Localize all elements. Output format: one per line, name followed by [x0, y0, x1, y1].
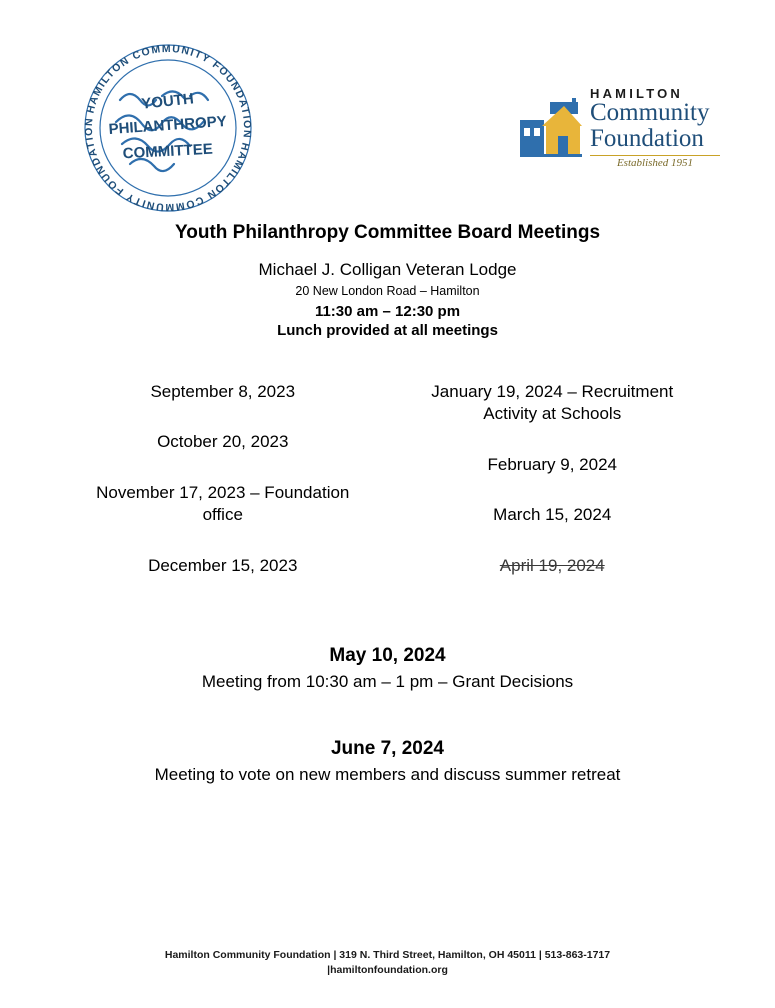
list-item: December 15, 2023	[148, 555, 298, 575]
list-item: February 9, 2024	[487, 454, 617, 474]
list-item: September 8, 2023	[150, 382, 296, 401]
list-item: October 20, 2023	[157, 432, 289, 452]
page-footer	[0, 948, 775, 978]
meeting-time: 11:30 am – 12:30 pm	[314, 303, 461, 320]
schedule-right-column	[388, 381, 698, 605]
hcf-logo	[520, 82, 720, 172]
footer-address-line: Hamilton Community Foundation | 319 N. Third Street, Hamilton, OH 45011 | 513-863-1717	[164, 948, 611, 961]
hcf-established-text: Established 1951	[616, 157, 694, 169]
schedule-columns	[0, 381, 775, 605]
footer-website-line: |hamiltonfoundation.org	[327, 963, 448, 976]
list-item: January 19, 2024 – Recruitment Activity at Schools	[431, 382, 674, 424]
list-item-cancelled: April 19, 2024	[499, 555, 605, 575]
special-meeting-june	[0, 738, 775, 785]
venue-name: Michael J. Colligan Veteran Lodge	[258, 260, 517, 279]
venue-address: 20 New London Road – Hamilton	[295, 284, 480, 298]
svg-text:YOUTH: YOUTH	[140, 90, 195, 113]
list-item: November 17, 2023 – Foundation office	[96, 482, 350, 525]
svg-text:COMMITTEE: COMMITTEE	[122, 140, 214, 163]
hcf-line-community: Community	[590, 99, 710, 126]
svg-text:HAMILTON COMMUNITY FOUNDATION: HAMILTON COMMUNITY FOUNDATION	[84, 42, 254, 140]
hcf-line-foundation: Foundation	[590, 125, 704, 152]
logo-header	[0, 0, 775, 214]
page-title: Youth Philanthropy Committee Board Meetings	[174, 222, 601, 243]
hcf-line-hamilton: HAMILTON	[590, 86, 683, 101]
house-icon	[520, 92, 582, 162]
list-item: March 15, 2024	[493, 505, 612, 525]
svg-text:PHILANTHROPY: PHILANTHROPY	[108, 112, 228, 139]
hcf-wordmark	[590, 85, 720, 169]
schedule-left-column	[78, 381, 388, 605]
ypc-circular-logo	[78, 38, 258, 218]
special-meeting-note: Meeting to vote on new members and discuss summer retreat	[154, 765, 621, 785]
special-meeting-note: Meeting from 10:30 am – 1 pm – Grant Decisions	[201, 672, 574, 692]
special-meeting-date: May 10, 2024	[329, 645, 446, 667]
svg-text:HAMILTON COMMUNITY FOUNDATION: HAMILTON COMMUNITY FOUNDATION	[82, 116, 252, 214]
special-meeting-may	[0, 645, 775, 692]
special-meeting-date: June 7, 2024	[330, 738, 445, 760]
lunch-note: Lunch provided at all meetings	[277, 322, 498, 339]
